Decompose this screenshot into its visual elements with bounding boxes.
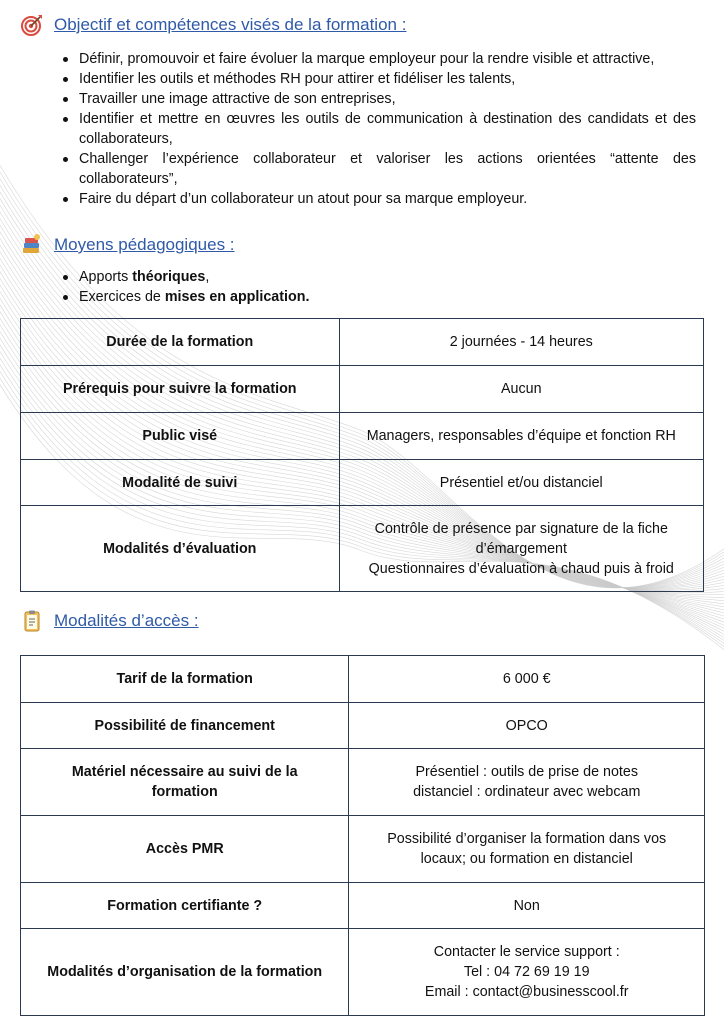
objectives-title: Objectif et compétences visés de la formation : [54, 15, 407, 34]
objective-item: Définir, promouvoir et faire évoluer la marque employeur pour la rendre visible et attractive, [62, 49, 696, 69]
objective-item: Identifier les outils et méthodes RH pour attirer et fidéliser les talents, [62, 69, 696, 89]
access-table-row [21, 929, 705, 1016]
objective-item: Challenger l’expérience collaborateur et valoriser les actions orientées “attente des collaborateurs”, [62, 149, 696, 189]
method-item: Apports théoriques, [62, 267, 696, 287]
row-value: Présentiel et/ou distanciel [339, 460, 703, 506]
objective-item: Travailler une image attractive de son entreprises, [62, 89, 696, 109]
row-label: Modalités d’évaluation [21, 506, 340, 592]
books-icon [20, 233, 44, 257]
row-label: Durée de la formation [21, 319, 340, 366]
methods-heading [20, 232, 235, 258]
row-value: Contrôle de présence par signature de la fiche d’émargement Questionnaires d’évaluation à chaud puis à froid [339, 506, 703, 592]
training-table-row [21, 413, 704, 460]
row-value: Non [349, 883, 705, 929]
row-value: Managers, responsables d’équipe et fonction RH [339, 413, 703, 460]
row-value: Contacter le service support : Tel : 04 72 69 19 19 Email : contact@businesscool.fr [349, 929, 705, 1016]
methods-title: Moyens pédagogiques : [54, 235, 235, 254]
clipboard-icon [20, 609, 44, 633]
row-value: Présentiel : outils de prise de notes distanciel : ordinateur avec webcam [349, 749, 705, 816]
access-info-table [20, 655, 705, 1016]
row-label: Modalités d’organisation de la formation [21, 929, 349, 1016]
row-label: Prérequis pour suivre la formation [21, 366, 340, 413]
training-table-row [21, 366, 704, 413]
row-label: Formation certifiante ? [21, 883, 349, 929]
access-title: Modalités d’accès : [54, 611, 199, 630]
row-value: 6 000 € [349, 656, 705, 703]
method-item: Exercices de mises en application. [62, 287, 696, 307]
access-table-row [21, 816, 705, 883]
row-value: Aucun [339, 366, 703, 413]
row-label: Matériel nécessaire au suivi de la formation [21, 749, 349, 816]
objectives-list [62, 49, 696, 209]
row-label: Modalité de suivi [21, 460, 340, 506]
objectives-heading [20, 12, 406, 38]
row-label: Possibilité de financement [21, 703, 349, 749]
row-label: Public visé [21, 413, 340, 460]
row-value: OPCO [349, 703, 705, 749]
objective-item: Identifier et mettre en œuvres les outils de communication à destination des candidats et des collaborateurs, [62, 109, 696, 149]
target-icon [20, 13, 44, 37]
access-table-row [21, 703, 705, 749]
methods-list [62, 267, 696, 307]
row-label: Tarif de la formation [21, 656, 349, 703]
access-heading [20, 608, 199, 634]
training-table-row [21, 460, 704, 506]
training-info-table [20, 318, 704, 592]
row-value: 2 journées - 14 heures [339, 319, 703, 366]
objective-item: Faire du départ d’un collaborateur un atout pour sa marque employeur. [62, 189, 696, 209]
access-table-row [21, 656, 705, 703]
row-label: Accès PMR [21, 816, 349, 883]
access-table-row [21, 749, 705, 816]
training-table-row [21, 506, 704, 592]
access-table-row [21, 883, 705, 929]
training-table-row [21, 319, 704, 366]
row-value: Possibilité d’organiser la formation dans vos locaux; ou formation en distanciel [349, 816, 705, 883]
